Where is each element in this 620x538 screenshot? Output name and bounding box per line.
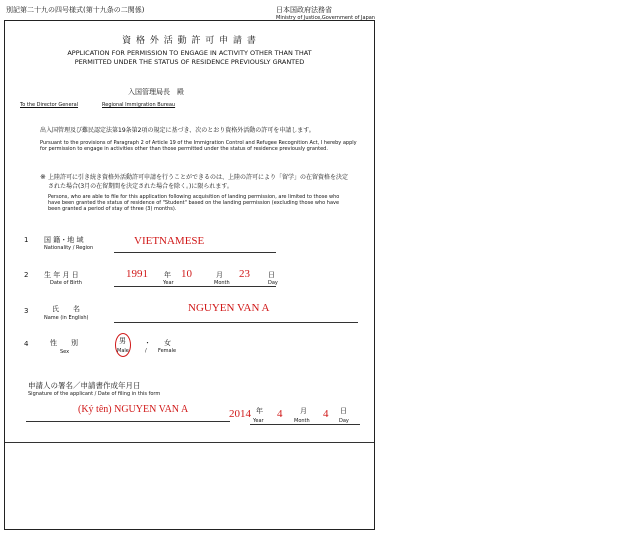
field-number-3: 3 xyxy=(24,307,29,315)
form-number: 別記第二十九の四号様式(第十九条の二関係) xyxy=(6,6,145,14)
dob-year-jp: 年 xyxy=(164,271,171,279)
sex-female-jp: 女 xyxy=(164,339,171,347)
dob-month-en: Month xyxy=(214,280,230,286)
dob-label-en: Date of Birth xyxy=(50,280,82,286)
nationality-label-en: Nationality / Region xyxy=(44,245,94,251)
dob-underline xyxy=(114,286,276,287)
signature-label-en: Signature of the applicant / Date of filing in this form xyxy=(28,391,161,397)
ministry-en: Ministry of Justice,Government of Japan xyxy=(276,15,375,21)
dob-year-value[interactable]: 1991 xyxy=(126,268,148,280)
title-jp: 資 格 外 活 動 許 可 申 請 書 xyxy=(122,36,257,46)
addressee-jp: 入国管理局長 殿 xyxy=(128,88,184,96)
field-number-2: 2 xyxy=(24,271,29,279)
sex-dot: ・ xyxy=(144,339,151,347)
sex-female-en: Female xyxy=(158,348,177,354)
note-mark: ※ xyxy=(40,173,46,181)
dob-year-en: Year xyxy=(163,280,174,286)
form-divider xyxy=(5,442,374,443)
ministry-jp: 日本国政府法務省 xyxy=(276,6,332,14)
sign-day-value[interactable]: 4 xyxy=(323,408,329,420)
sex-male-jp: 男 xyxy=(119,337,126,345)
sign-month-en: Month xyxy=(294,418,310,424)
intro-jp: 出入国管理及び難民認定法第19条第2項の規定に基づき、次のとおり資格外活動の許可を申請します。 xyxy=(40,127,315,134)
dob-month-jp: 月 xyxy=(216,271,223,279)
sign-year-jp: 年 xyxy=(256,407,263,415)
title-en-line2: PERMITTED UNDER THE STATUS OF RESIDENCE PREVIOUSLY GRANTED xyxy=(74,58,305,66)
sign-date-underline xyxy=(250,424,360,425)
sign-day-en: Day xyxy=(339,418,349,424)
sex-male-en: Male xyxy=(117,348,129,354)
name-value[interactable]: NGUYEN VAN A xyxy=(188,302,270,314)
name-label-jp: 氏 名 xyxy=(52,305,80,313)
field-number-1: 1 xyxy=(24,236,29,244)
dob-day-en: Day xyxy=(268,280,278,286)
sex-label-jp: 性 別 xyxy=(50,339,78,347)
signature-value[interactable]: (Ký tên) NGUYEN VAN A xyxy=(78,404,189,415)
nationality-value[interactable]: VIETNAMESE xyxy=(134,235,205,247)
title-en-line1: APPLICATION FOR PERMISSION TO ENGAGE IN ACTIVITY OTHER THAN THAT xyxy=(67,49,312,57)
signature-label-jp: 申請人の署名／申請書作成年月日 xyxy=(28,381,141,390)
addressee-to-en: To the Director General xyxy=(20,102,79,108)
dob-day-jp: 日 xyxy=(268,271,275,279)
dob-label-jp: 生 年 月 日 xyxy=(44,271,79,279)
sign-year-en: Year xyxy=(253,418,264,424)
nationality-underline xyxy=(114,252,276,253)
sex-slash: / xyxy=(145,348,147,354)
dob-day-value[interactable]: 23 xyxy=(239,268,250,280)
signature-underline xyxy=(26,421,230,422)
field-number-4: 4 xyxy=(24,340,29,348)
dob-month-value[interactable]: 10 xyxy=(181,268,192,280)
intro-en: Pursuant to the provisions of Paragraph 2 of Article 19 of the Immigration Control and Refugee Recognition Act, I hereby apply for permission to engage in activities other than those permitted under the status of residence previously granted. xyxy=(40,140,357,152)
name-underline xyxy=(114,322,358,323)
sex-label-en: Sex xyxy=(60,349,70,355)
nationality-label-jp: 国 籍・地 域 xyxy=(44,236,84,244)
name-label-en: Name (in English) xyxy=(44,315,89,321)
note-jp: 上陸許可に引き続き資格外活動許可申請を行うことができるのは、上陸の許可により「留学」の在留資格を決定された場合(3月の在留期間を決定された場合を除く。)に限られます。 xyxy=(48,174,349,190)
note-en: Persons, who are able to file for this application following acquisition of landing permission, are limited to those who have been granted the status of residence of "Student" based on the landing permission (excluding those who have been granted a period of stay of three (3) months). xyxy=(48,194,340,212)
sign-year-value[interactable]: 2014 xyxy=(229,408,251,420)
addressee-bureau-en: Regional Immigration Bureau xyxy=(102,102,176,108)
sign-month-jp: 月 xyxy=(300,407,307,415)
sign-day-jp: 日 xyxy=(340,407,347,415)
sign-month-value[interactable]: 4 xyxy=(277,408,283,420)
